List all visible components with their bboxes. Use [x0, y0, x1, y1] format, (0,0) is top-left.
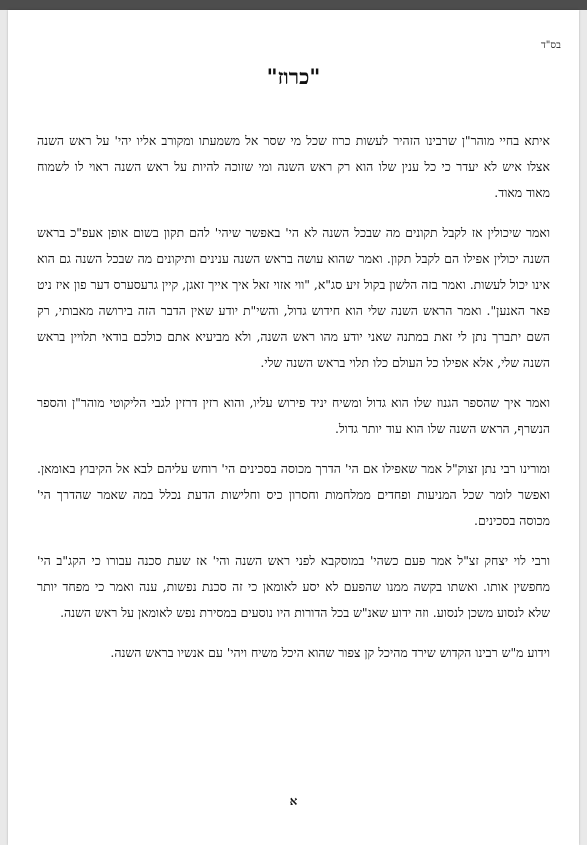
page-number: א — [289, 794, 298, 808]
paragraph-3: ואמר איך שהספר הגנוז שלו הוא גדול ומשיח יניד פירוש עליו, והוא רזין דרזין לגבי הליקוטי מוהר"ן והספר הנשרף, הראש השנה שלו הוא עוד יותר גדול. — [37, 395, 550, 436]
document-page — [8, 10, 579, 845]
paragraph-4: ומורינו רבי נתן זצוק"ל אמר שאפילו אם הי' הדרך מכוסה בסכינים הי' רוחש עליהם לבא אל הקיבוץ באומאן. ואפשר לומר שכל המניעות ופחדים ממלחמות וחסרון כיס וחלישות הדעת נכלל במה שאמר שהדרך הי' מכוסה בסכינים. — [37, 461, 550, 528]
paragraph-2: ואמר שיכולין אז לקבל תקונים מה שבכל השנה לא הי' באפשר שיהי' להם תקון בשום אופן אעפ"כ בראש השנה יכולין אפילו הם לקבל תקון. ואמר שהוא עושה בראש השנה ענינים ותיקונים מה שבכל השנה גם הוא אינו יכול לעשות. ואמר בזה הלשון בקול זיע סג"א, "ווי אזוי זאל איך אייך זאגן, קיין גרעסערס דער פון איז ניט פאר האנען". ואמר הראש השנה שלי הוא חידוש גדול, והשי"ת יודע שאין הדבר הזה בירושה מאבותי, רק השם יתברך נתן לי זאת במתנה שאני יודע מהו ראש השנה, ולא מביעיא אתם כולכם בודאי תלויין בראש השנה שלי, אלא אפילו כל העולם כלו תלוי בראש השנה שלי. — [37, 225, 550, 370]
paragraph-1: איתא בחיי מוהר"ן שרבינו הזהיר לעשות כרוז שכל מי שסר אל משמעתו ומקורב אליו יהי' על ראש השנה אצלו איש לא יעדר כי כל ענין שלו הוא רק ראש השנה ומי שזוכה להיות על ראש השנה ראוי לו לשמוח מאוד מאוד. — [37, 133, 550, 200]
document-body — [37, 128, 550, 679]
paragraph-5: ורבי לוי יצחק זצ"ל אמר פעם כשהי' במוסקבא לפני ראש השנה והי' אז שעת סכנה עבורו כי הקג"ב הי' מחפשין אותו. ואשתו בקשה ממנו שהפעם לא יסע לאומאן כי זה סכנת נפשות, ענה ואמר כי מפחד יותר שלא לנסוע משכן לנסוע. וזה ידוע שאנ"ש בכל הדורות היו נוסעים במסירת נפש לאומאן על ראש השנה. — [37, 553, 550, 620]
viewer-top-bar — [0, 0, 587, 10]
corner-mark: בס"ד — [541, 40, 561, 51]
paragraph-6: וידוע מ"ש רבינו הקדוש שירד מהיכל קן צפור שהוא היכל משיח ויהי' עם אנשיו בראש השנה. — [110, 645, 550, 660]
page-title: "כרוז" — [266, 64, 321, 89]
